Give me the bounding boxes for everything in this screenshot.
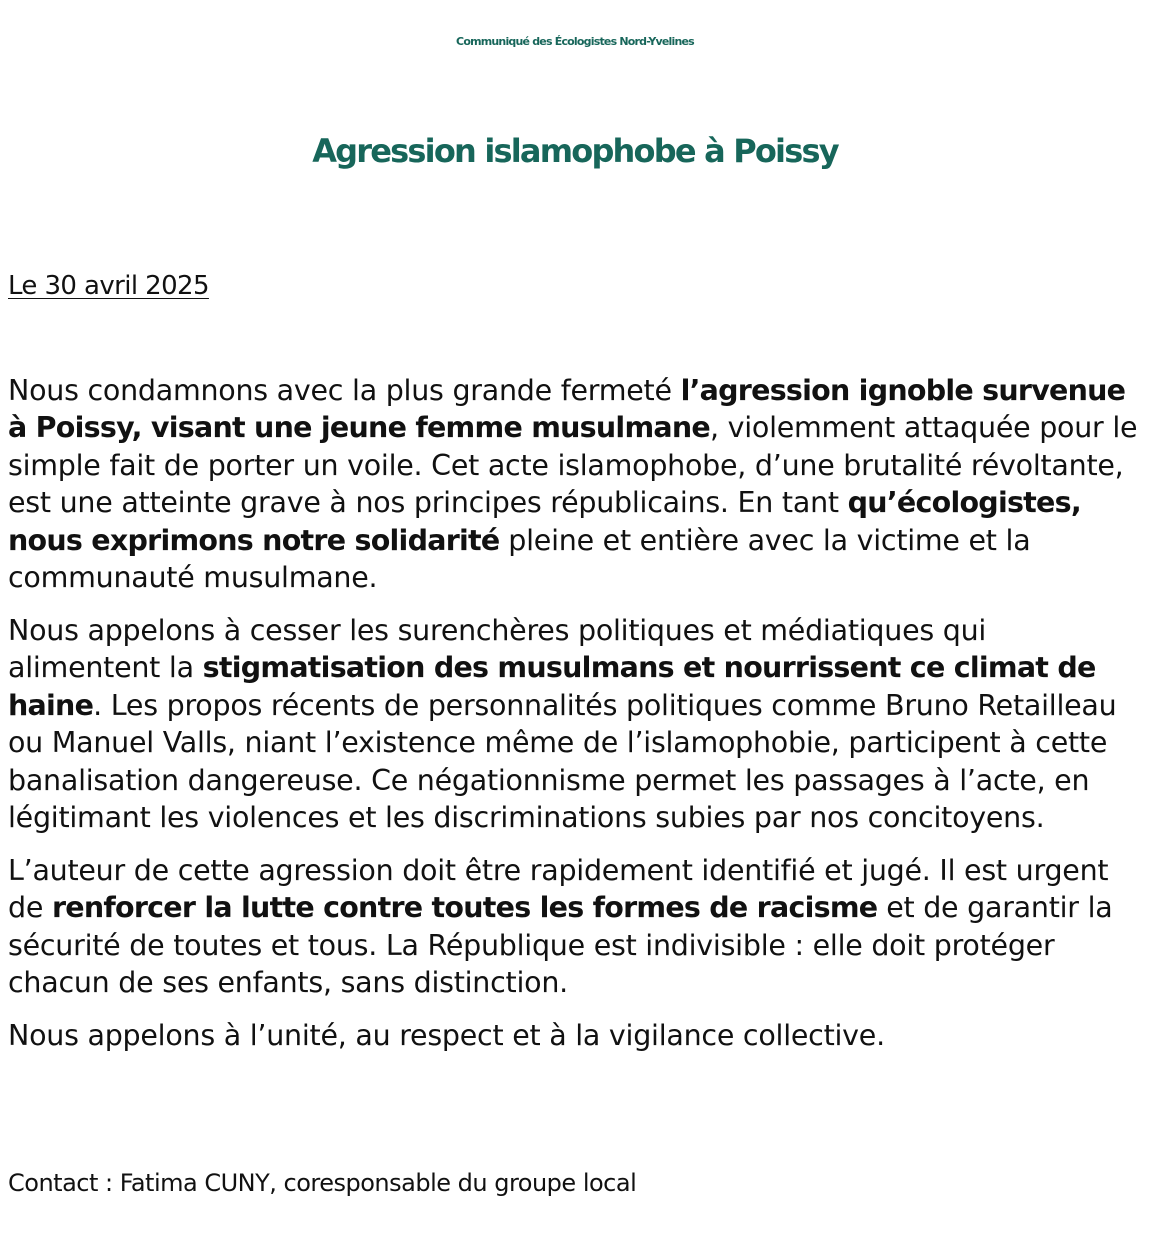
contact-line: Contact : Fatima CUNY, coresponsable du groupe local	[8, 1169, 637, 1197]
emphasis-run: l’agression ignoble survenue à Poissy, visant une jeune femme musulmane	[8, 374, 1126, 445]
paragraph-1	[8, 372, 1146, 596]
text-run: , violemment attaquée pour le simple fait de porter un voile. Cet acte islamophobe, d’une brutalité révoltante, est une atteinte grave à nos principes républicains. En tant	[8, 411, 1138, 520]
emphasis-run: qu’écologistes, nous exprimons notre solidarité	[8, 486, 1081, 557]
release-date: Le 30 avril 2025	[8, 271, 209, 301]
text-run: Nous condamnons avec la plus grande fermeté	[8, 374, 681, 407]
release-body	[8, 372, 1146, 1070]
headline: Agression islamophobe à Poissy	[312, 132, 838, 170]
emphasis-run: renforcer la lutte contre toutes les formes de racisme	[51, 891, 878, 925]
text-run: Nous appelons à l’unité, au respect et à la vigilance collective.	[8, 1019, 885, 1052]
paragraph-4	[8, 1017, 1146, 1054]
text-run: L’auteur de cette agression doit être rapidement identifié et jugé. Il est urgent de	[8, 853, 1109, 925]
text-run: Nous appelons à cesser les surenchères politiques et médiatiques qui alimentent la	[8, 613, 987, 685]
emphasis-run: stigmatisation des musulmans et nourrissent ce climat de haine	[8, 651, 1096, 722]
paragraph-3	[8, 852, 1146, 1002]
text-run: . Les propos récents de personnalités politiques comme Bruno Retailleau ou Manuel Valls, niant l’existence même de l’islamophobie, participent à cette banalisation dangereuse. Ce négationnisme permet les passages à l’acte, en légitimant les violences et les discriminations subies par nos concitoyens.	[8, 688, 1117, 834]
paragraph-2	[8, 612, 1146, 836]
text-run: pleine et entière avec la victime et la communauté musulmane.	[8, 523, 1031, 595]
org-title: Communiqué des Écologistes Nord-Yvelines	[456, 35, 694, 48]
text-run: et de garantir la sécurité de toutes et tous. La République est indivisible : elle doit protéger chacun de ses enfants, sans distinction.	[8, 891, 1113, 1000]
